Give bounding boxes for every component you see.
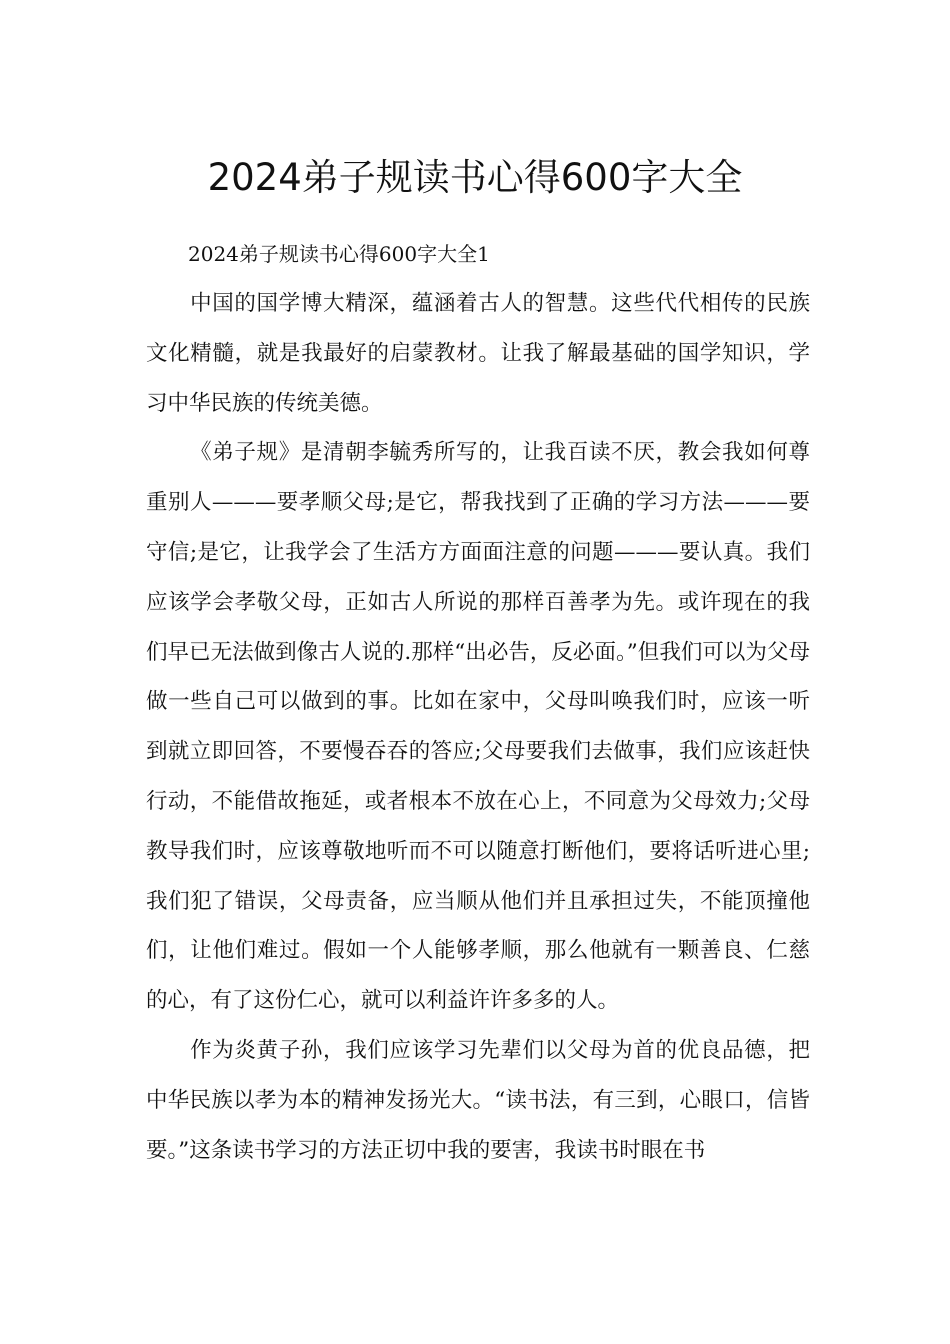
section-heading: 2024弟子规读书心得600字大全1 xyxy=(188,242,490,266)
paragraph-1: 中国的国学博大精深，蕴涵着古人的智慧。这些代代相传的民族文化精髓，就是我最好的启蒙教材。让我了解最基础的国学知识，学习中华民族的传统美德。 xyxy=(146,291,810,416)
paragraph-3: 作为炎黄子孙，我们应该学习先辈们以父母为首的优良品德，把中华民族以孝为本的精神发扬光大。“读书法，有三到，心眼口，信皆要。”这条读书学习的方法正切中我的要害，我读书时眼在书 xyxy=(146,1037,810,1163)
paragraph-2: 《弟子规》是清朝李毓秀所写的，让我百读不厌，教会我如何尊重别人———要孝顺父母;是它，帮我找到了正确的学习方法———要守信;是它，让我学会了生活方方面面注意的问题———要认真。我们应该学会孝敬父母，正如古人所说的那样百善孝为先。或许现在的我们早已无法做到像古人说的.那样“出必告，反必面。”但我们可以为父母做一些自己可以做到的事。比如在家中，父母叫唤我们时，应该一听到就立即回答，不要慢吞吞的答应;父母要我们去做事，我们应该赶快行动，不能借故拖延，或者根本不放在心上，不同意为父母效力;父母教导我们时，应该尊敬地听而不可以随意打断他们，要将话听进心里;我们犯了错误，父母责备，应当顺从他们并且承担过失，不能顶撞他们，让他们难过。假如一个人能够孝顺，那么他就有一颗善良、仁慈的心，有了这份仁心，就可以利益许许多多的人。 xyxy=(146,440,810,1014)
document-body xyxy=(146,229,810,1175)
document-title: 2024弟子规读书心得600字大全 xyxy=(207,155,743,199)
